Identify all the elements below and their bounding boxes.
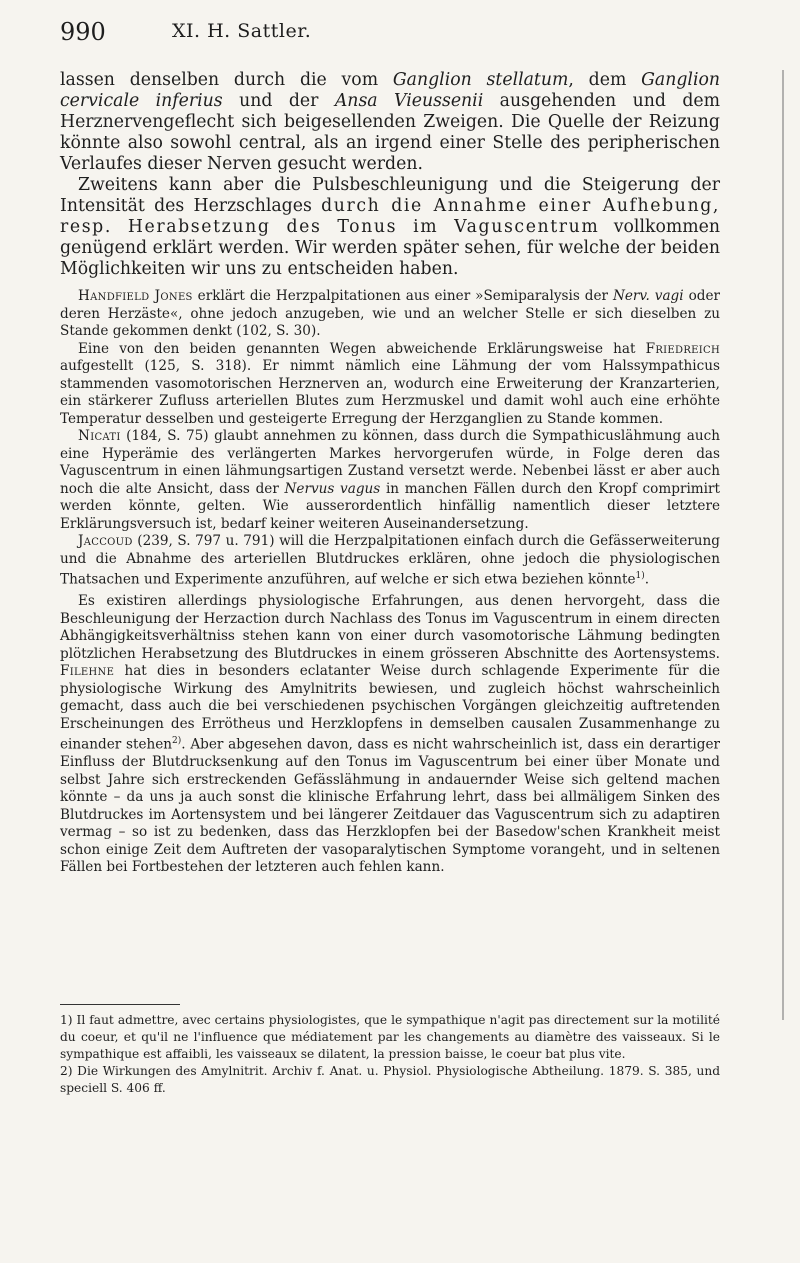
italic-term: Nervus vagus: [284, 480, 381, 497]
footnote-2: 2) Die Wirkungen des Amylnitrit. Archiv f. Anat. u. Physiol. Physiologische Abtheilung. 1879. S. 385, und speciell S. 406 ff.: [60, 1064, 720, 1095]
text-run: .: [644, 571, 650, 588]
text-run: Eine von den beiden genannten Wegen abweichende Erklärungsweise hat: [78, 340, 646, 357]
text-run: Es existiren allerdings physiologische Erfahrungen, aus denen hervorgeht, dass die Beschleunigung der Herzaction durch Nachlass des Tonus im Vaguscentrum in einem directen Abhängigkeitsverhältniss stehen kann von einer durch vasomotorische Lähmung bedingten plötzlichen Herabsetzung des Blutdruckes in einem grösseren Abschnitte des Aortensystems.: [60, 593, 720, 662]
spaced-emphasis: durch die Annahme einer Aufhebung, resp. Herabsetzung des Tonus im Vaguscentrum: [60, 196, 720, 237]
paragraph-4: [60, 341, 720, 429]
author-name: Handfield Jones: [78, 288, 193, 304]
author-name: Filehne: [60, 663, 115, 680]
text-run: vollkommen genügend erklärt werden. Wir werden später sehen, für welche der beiden Möglichkeiten wir uns zu entscheiden haben.: [60, 217, 720, 279]
text-run: erklärt die Herzpalpitationen aus einer »Semiparalysis der: [192, 288, 613, 304]
footnote-marker: 2): [172, 736, 182, 747]
page-number: 990: [60, 18, 106, 46]
italic-term: Ganglion stellatum: [392, 70, 569, 90]
paragraph-2: [60, 175, 720, 280]
author-name: Friedreich: [645, 340, 720, 357]
body-text: [60, 70, 720, 877]
text-run: in manchen Fällen durch den Kropf comprimirt werden könnte, gelten. Wie ausserordentlich hinfällig namentlich dieser letztere Erklärungsversuch ist, bedarf keiner weiteren Auseinandersetzung.: [60, 480, 720, 532]
paragraph-1: [60, 70, 720, 175]
footnote-marker: 1): [635, 571, 645, 581]
text-run: oder deren Herzäste«, ohne jedoch anzugeben, wie und an welcher Stelle er sich dieselben zu Stande gekommen denkt (102, S. 30).: [60, 288, 720, 339]
text-run: lassen denselben durch die vom: [60, 70, 393, 90]
text-run: (239, S. 797 u. 791) will die Herzpalpitationen einfach durch die Gefässerweiterung und die Abnahme des arteriellen Blutdruckes erklären, ohne jedoch die physiologischen Thatsachen und Experimente anzuführen, auf welche er sich etwa beziehen könnte: [60, 533, 720, 588]
footnote-1: 1) Il faut admettre, avec certains physiologistes, que le sympathique n'agit pas directement sur la motilité du coeur, et qu'il ne l'influence que médiatement par les changements au diamètre des vaisseaux. Si le sympathique est affaibli, les vaisseaux se dilatent, la pression baisse, le coeur bat plus vite.: [60, 1013, 720, 1061]
paragraph-6: [60, 533, 720, 589]
italic-term: Ganglion cervicale inferius: [60, 70, 721, 111]
text-run: , dem: [568, 70, 642, 90]
text-run: ausgehenden und dem Herznervengeflecht sich beigesellenden Zweigen. Die Quelle der Reizung könnte also sowohl central, als an irgend einer Stelle des peripherischen Verlaufes dieser Nerven gesucht werden.: [60, 91, 721, 174]
italic-term: Ansa Vieussenii: [334, 91, 484, 111]
binding-edge: [782, 70, 800, 1020]
paragraph-5: [60, 428, 720, 533]
paragraph-7: [60, 593, 720, 877]
text-run: und der: [222, 91, 335, 111]
text-run: (184, S. 75) glaubt annehmen zu können, dass durch die Sympathicuslähmung auch eine Hyperämie des verlängerten Markes hervorgerufen würde, in Folge deren das Vaguscentrum in einen lähmungsartigen Zustand versetzt werde. Nebenbei lässt er aber auch noch die alte Ansicht, dass der: [60, 428, 720, 497]
italic-term: Nerv. vagi: [612, 288, 684, 304]
running-title: XI. H. Sattler.: [172, 20, 312, 42]
text-run: hat dies in besonders eclatanter Weise durch schlagende Experimente für die physiologische Wirkung des Amylnitrits bewiesen, und zugleich höchst wahrscheinlich gemacht, dass auch die bei verschiedenen psychischen Vorgängen gleichzeitig auftretenden Erscheinungen des Errötheus und Herzklopfens in demselben causalen Zusammenhange zu einander stehen: [60, 663, 720, 753]
running-head: [60, 18, 720, 52]
author-name: Nicati: [78, 428, 121, 444]
text-run: Zweitens kann aber die Pulsbeschleunigung und die Steigerung der Intensität des Herzschlages: [60, 175, 720, 216]
paragraph-3: [60, 288, 720, 341]
author-name: Jaccoud: [78, 533, 133, 549]
footnote-divider: [60, 1004, 180, 1005]
footnotes: [60, 1012, 720, 1097]
text-run: . Aber abgesehen davon, dass es nicht wahrscheinlich ist, dass ein derartiger Einfluss der Blutdrucksenkung auf den Tonus im Vaguscentrum bei einer über Monate und selbst Jahre sich erstreckenden Gefässlähmung in andauernder Weise sich geltend machen könnte – da uns ja auch sonst die klinische Erfahrung lehrt, dass bei allmäligem Sinken des Blutdruckes im Aortensystem und bei längerer Zeitdauer das Vaguscentrum sich zu adaptiren vermag – so ist zu bedenken, dass das Herzklopfen bei der Basedow'schen Krankheit meist schon einige Zeit dem Auftreten der vasoparalytischen Symptome vorangeht, und in seltenen Fällen bei Fortbestehen der letzteren auch fehlen kann.: [60, 736, 720, 876]
text-run: aufgestellt (125, S. 318). Er nimmt nämlich eine Lähmung der vom Halssympathicus stammenden vasomotorischen Herznerven an, wodurch eine Erweiterung der Kranzarterien, ein stärkerer Zufluss arteriellen Blutes zum Herzmuskel und damit wohl auch eine erhöhte Temperatur desselben und gesteigerte Erregung der Herzganglien zu Stande kommen.: [60, 358, 720, 427]
